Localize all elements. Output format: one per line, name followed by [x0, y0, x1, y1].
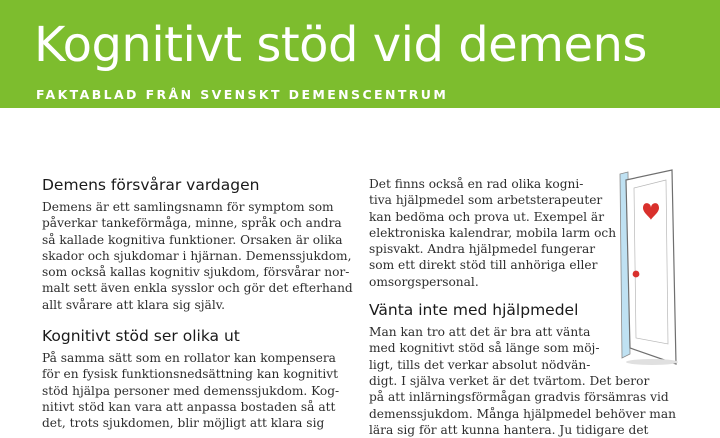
text-line: digt. I själva verket är det tvärtom. Det beror: [369, 373, 650, 388]
text-line: lära sig för att kunna hantera. Ju tidigare det: [369, 422, 649, 437]
text-line: som också kallas kognitiv sjukdom, försvårar nor-: [42, 265, 350, 280]
text-line: påverkar tankeförmåga, minne, språk och andra: [42, 216, 342, 231]
text-line: Det finns också en rad olika kogni-: [369, 177, 584, 191]
text-line: för en fysisk funktionsnedsättning kan kognitivt: [42, 367, 339, 382]
section-heading-kognitivt-stod: Kognitivt stöd ser olika ut: [42, 327, 240, 346]
text-line: med kognitivt stöd så länge som möj-: [369, 341, 600, 356]
text-line: det, trots sjukdomen, blir möjligt att klara sig: [42, 416, 325, 431]
page-subtitle: FAKTABLAD FRÅN SVENSKT DEMENSCENTRUM: [36, 87, 449, 102]
text-line: Man kan tro att det är bra att vänta: [369, 325, 591, 340]
text-line: stöd hjälpa personer med demenssjukdom. Kog-: [42, 383, 340, 398]
left-column: [42, 176, 353, 432]
door-shadow: [626, 359, 678, 365]
text-line: tiva hjälpmedel som arbetsterapeuter: [369, 193, 603, 208]
section-heading-vanta-inte: Vänta inte med hjälpmedel: [369, 301, 579, 320]
text-line: kan bedöma och prova ut. Exempel är: [369, 209, 605, 224]
text-line: Demens är ett samlingsnamn för symptom som: [42, 200, 334, 214]
intro-text-hjalpmedel: [369, 176, 619, 290]
section-text-kognitivt-stod: [42, 350, 342, 431]
text-line: allt svårare att klara sig själv.: [42, 297, 226, 312]
door-panel: [626, 170, 676, 364]
page-title: Kognitivt stöd vid demens: [34, 17, 647, 73]
section-text-demens: [42, 199, 353, 313]
section-text-vanta-inte: [369, 324, 676, 438]
header-banner: [0, 0, 720, 108]
text-line: malt sett även enkla sysslor och gör det efterhand: [42, 281, 353, 296]
text-line: så kallade kognitiva funktioner. Orsaken är olika: [42, 232, 343, 247]
text-line: skador och sjukdomar i hjärnan. Demenssjukdom,: [42, 248, 352, 263]
text-line: som ett direkt stöd till anhöriga eller: [369, 258, 598, 273]
text-line: På samma sätt som en rollator kan kompensera: [42, 351, 336, 366]
text-line: omsorgspersonal.: [369, 274, 479, 289]
text-line: demenssjukdom. Många hjälpmedel behöver man: [369, 406, 676, 421]
text-line: elektroniska kalendrar, mobila larm och: [369, 225, 617, 240]
right-column: [369, 176, 676, 438]
open-door-with-heart-icon: [610, 168, 682, 368]
door-knob-icon: [633, 271, 640, 278]
text-line: ligt, tills det verkar absolut nödvän-: [369, 357, 591, 372]
text-line: nitivt stöd kan vara att anpassa bostaden så att: [42, 399, 336, 414]
text-line: spisvakt. Andra hjälpmedel fungerar: [369, 242, 596, 257]
text-line: på att inlärningsförmågan gradvis försämras vid: [369, 390, 669, 405]
section-heading-demens: Demens försvårar vardagen: [42, 176, 260, 194]
